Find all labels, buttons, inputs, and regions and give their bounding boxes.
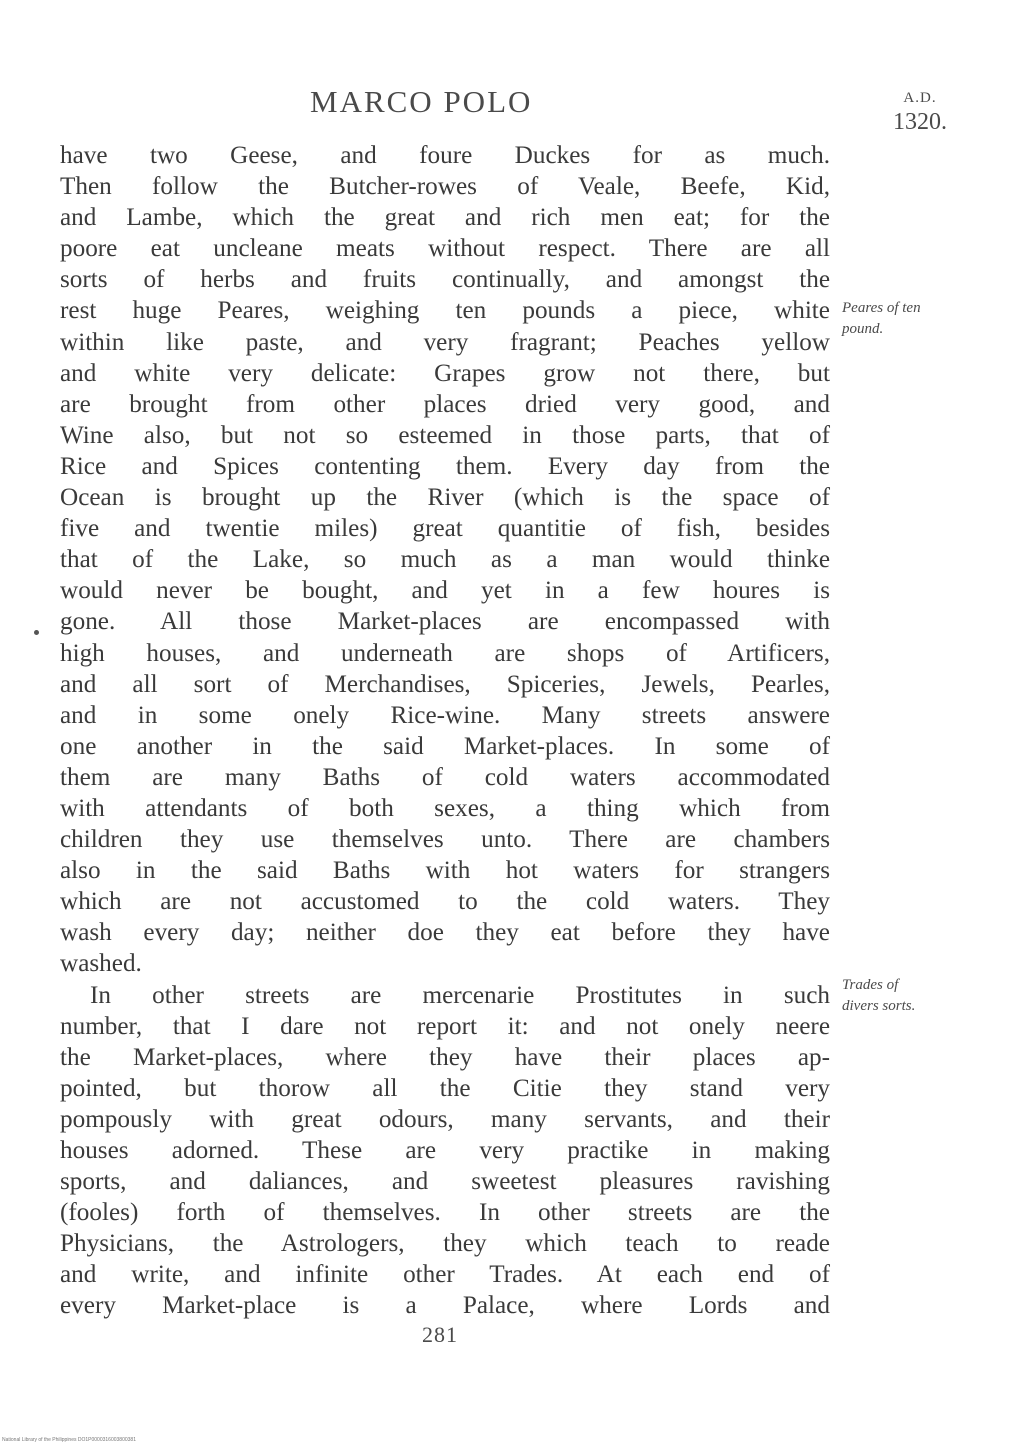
text-line: and write, and infinite other Trades. At each end of	[60, 1261, 830, 1289]
text-line: are brought from other places dried very good, and	[60, 390, 830, 418]
text-line: pompously with great odours, many servants, and their	[60, 1105, 830, 1133]
text-line: rest huge Peares, weighing ten pounds a piece, white	[60, 297, 830, 325]
text-line: sorts of herbs and fruits continually, and amongst the	[60, 266, 830, 294]
text-line: number, that I dare not report it: and not onely neere	[60, 1012, 830, 1040]
text-line: and all sort of Merchandises, Spiceries, Jewels, Pearles,	[60, 670, 830, 698]
text-line: every Market-place is a Palace, where Lords and	[60, 1292, 830, 1320]
text-line: (fooles) forth of themselves. In other streets are the	[60, 1199, 830, 1227]
body-text	[60, 140, 830, 1322]
text-line: would never be bought, and yet in a few houres is	[60, 577, 830, 605]
text-line: Rice and Spices contenting them. Every day from the	[60, 452, 830, 480]
margin-note-line: Trades of	[842, 977, 899, 993]
scan-credit: National Library of the Philippines DO1P0000316003800381	[2, 1437, 136, 1443]
text-line: which are not accustomed to the cold waters. They	[60, 888, 830, 916]
margin-note-line: Peares of ten	[842, 300, 921, 316]
text-line: and white very delicate: Grapes grow not there, but	[60, 359, 830, 387]
text-line: wash every day; neither doe they eat before they have	[60, 919, 830, 947]
text-line: and in some onely Rice-wine. Many streets answere	[60, 701, 830, 729]
text-line: sports, and daliances, and sweetest pleasures ravishing	[60, 1168, 830, 1196]
page-number: 281	[422, 1322, 458, 1347]
year-label: 1320.	[893, 109, 947, 135]
text-line: have two Geese, and foure Duckes for as much.	[60, 142, 830, 169]
text-line: them are many Baths of cold waters accommodated	[60, 763, 830, 791]
text-line: poore eat uncleane meats without respect. There are all	[60, 235, 830, 263]
text-line: washed.	[60, 950, 142, 978]
text-line: Then follow the Butcher-rowes of Veale, Beefe, Kid,	[60, 173, 830, 201]
text-line: Physicians, the Astrologers, they which teach to reade	[60, 1230, 830, 1258]
text-line: gone. All those Market-places are encompassed with	[60, 608, 830, 636]
date-label: A.D.	[903, 90, 937, 106]
margin-note-peares	[842, 298, 1022, 340]
text-line: that of the Lake, so much as a man would thinke	[60, 546, 830, 574]
text-line: the Market-places, where they have their places ap-	[60, 1043, 830, 1071]
text-line: within like paste, and very fragrant; Peaches yellow	[60, 328, 830, 356]
text-line: children they use themselves unto. There are chambers	[60, 826, 830, 854]
text-line: Wine also, but not so esteemed in those parts, that of	[60, 421, 830, 449]
text-line: one another in the said Market-places. In some of	[60, 732, 830, 760]
running-head: MARCO POLO	[310, 84, 533, 119]
date-note	[880, 90, 960, 136]
text-line: also in the said Baths with hot waters for strangers	[60, 857, 830, 885]
text-line: pointed, but thorow all the Citie they stand very	[60, 1074, 830, 1102]
text-line: In other streets are mercenarie Prostitutes in such	[90, 981, 830, 1009]
text-line: with attendants of both sexes, a thing which from	[60, 794, 830, 822]
margin-note-line: pound.	[842, 321, 884, 337]
text-line: five and twentie miles) great quantitie of fish, besides	[60, 515, 830, 543]
margin-note-trades	[842, 975, 1022, 1017]
text-line: houses adorned. These are very practike in making	[60, 1137, 830, 1164]
text-line: and Lambe, which the great and rich men eat; for the	[60, 204, 830, 232]
margin-note-line: divers sorts.	[842, 998, 916, 1014]
scan-speck	[34, 630, 39, 635]
text-line: high houses, and underneath are shops of Artificers,	[60, 639, 830, 667]
text-line: Ocean is brought up the River (which is the space of	[60, 484, 830, 512]
